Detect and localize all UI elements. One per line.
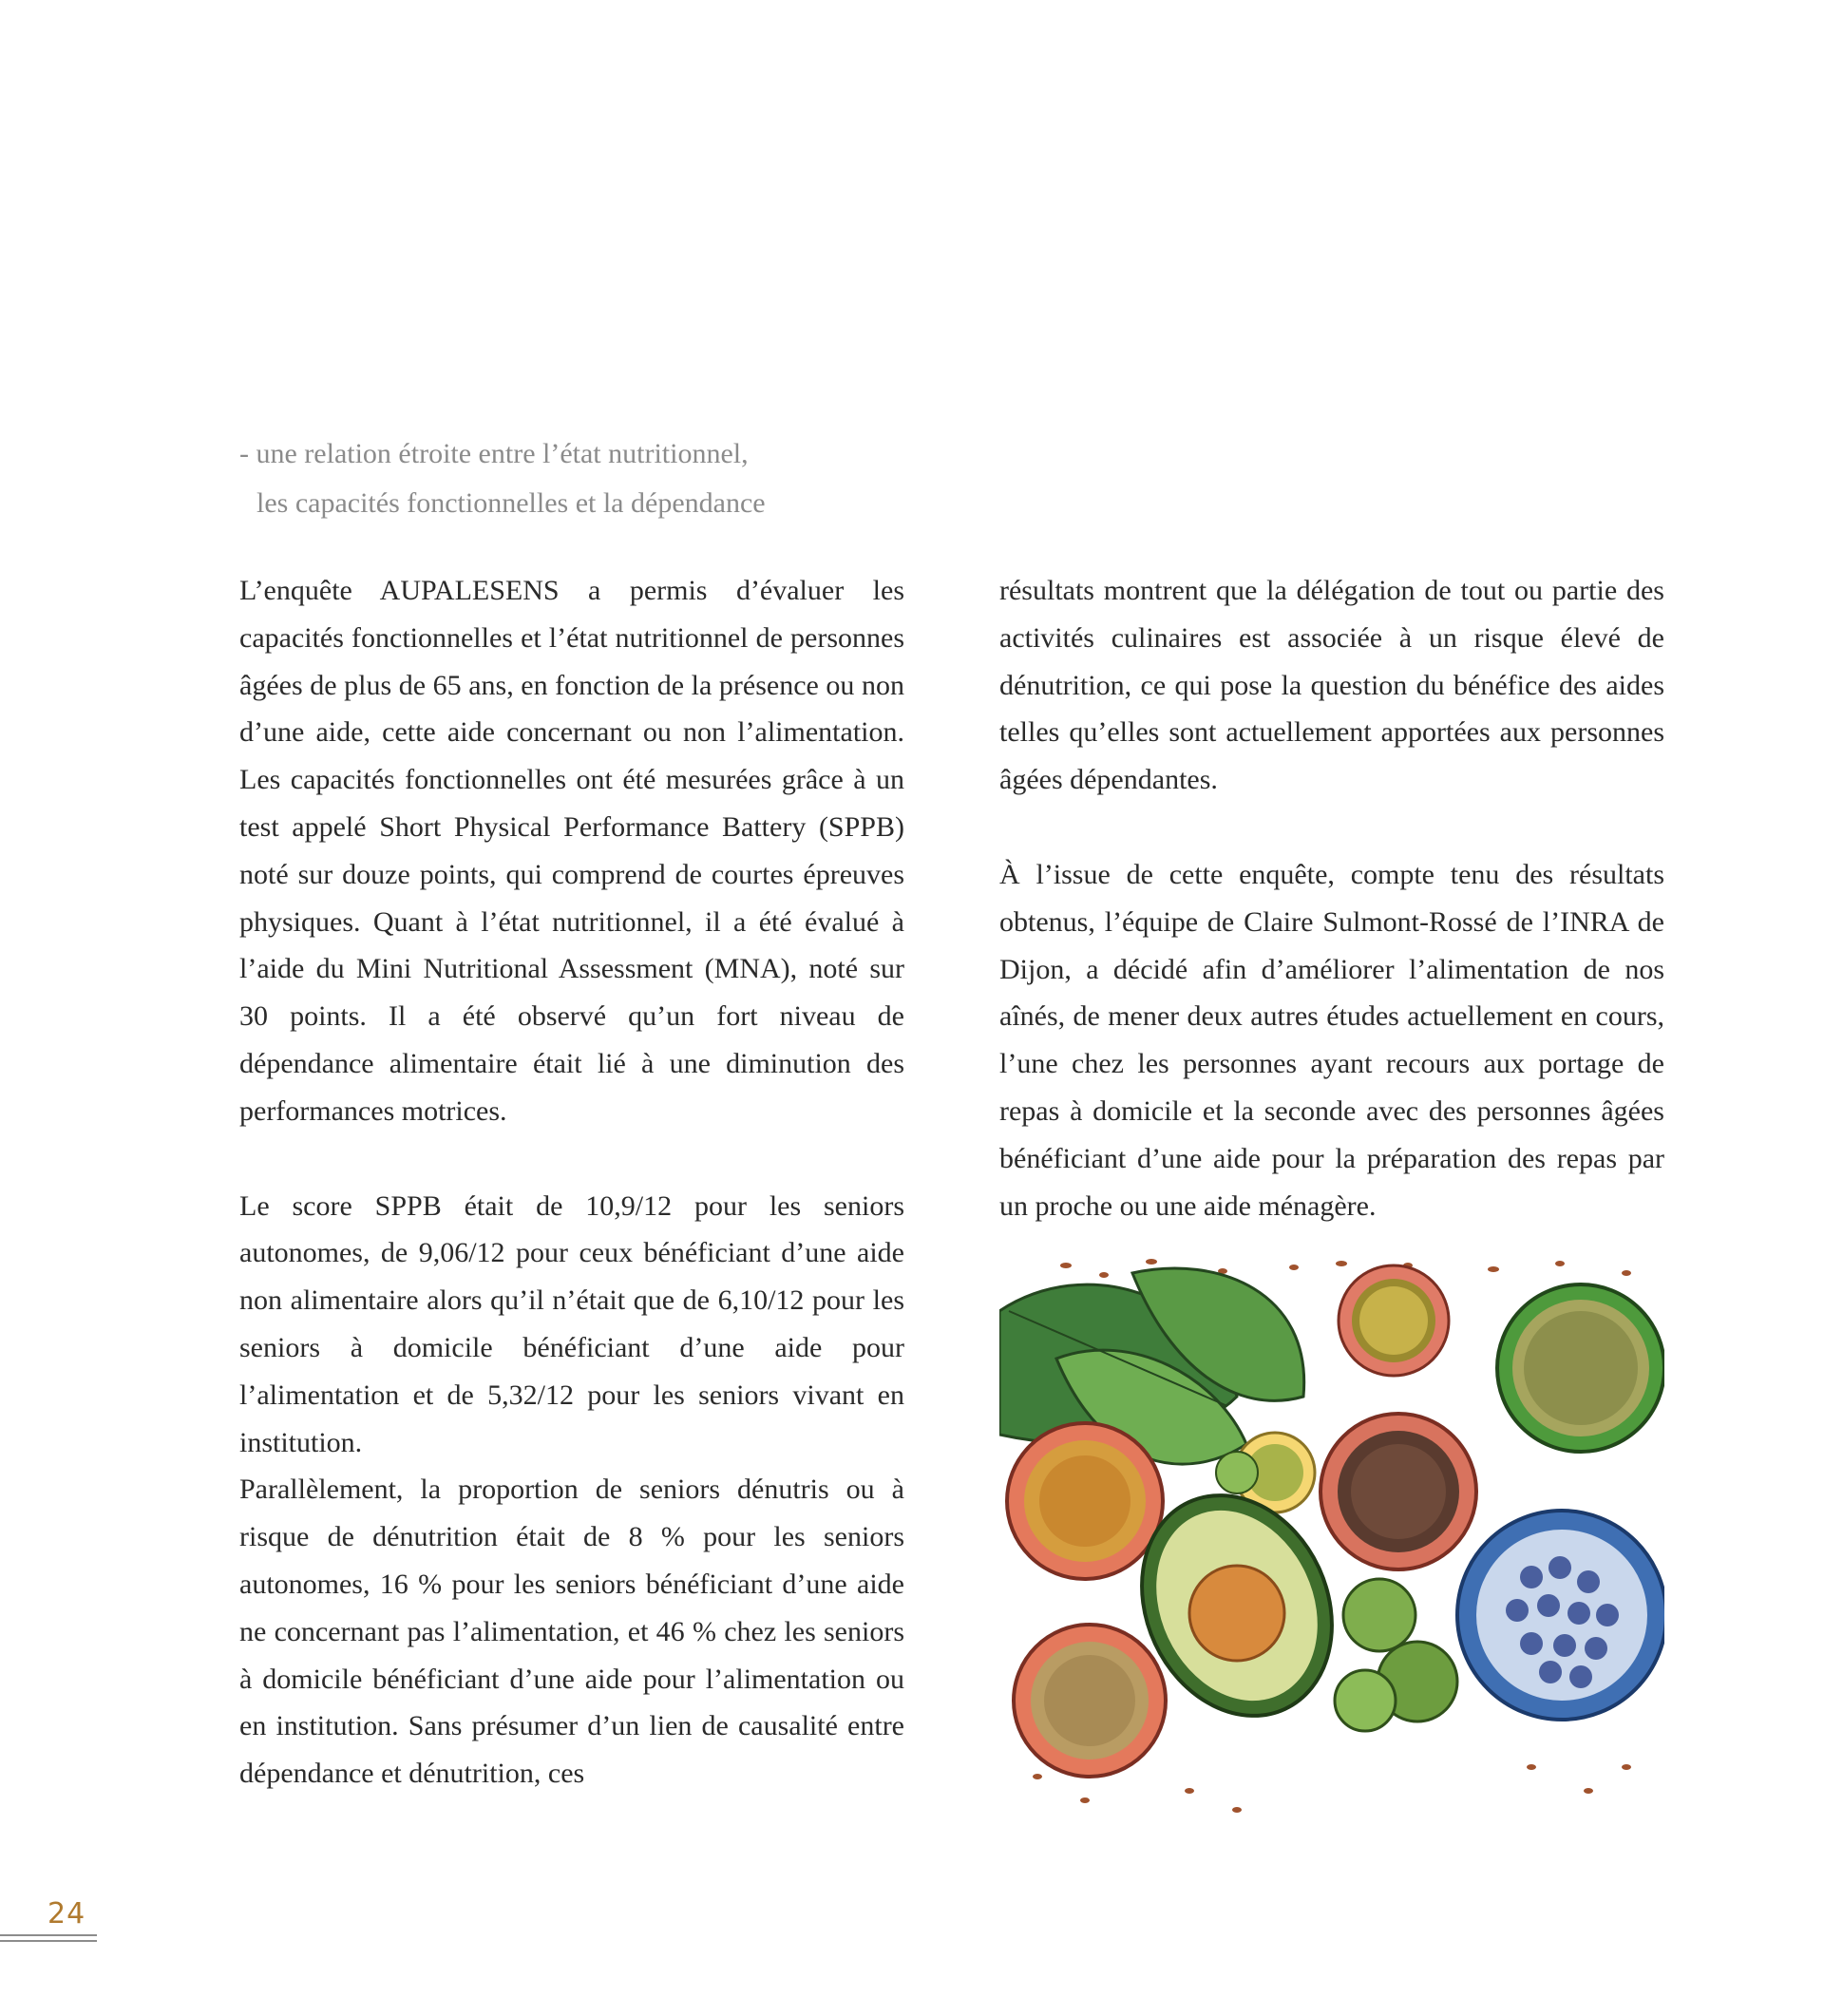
food-illustration [999, 1254, 1664, 1819]
subheading-line-2: les capacités fonctionnelles et la dépendance [256, 487, 766, 519]
bowl-dark-seeds [1320, 1414, 1476, 1569]
paragraph-sppb-score: Le score SPPB était de 10,9/12 pour les seniors autonomes, de 9,06/12 pour ceux bénéficiant d’une aide non alimentaire alors qu’il n’était que de 6,10/12 pour les seniors à domicile bénéficiant d’une aide pour l’alimentation et de 5,32/12 pour les seniors vivant en institution. [239, 1189, 904, 1458]
bowl-pumpkin-seeds [1339, 1265, 1449, 1376]
footer-rule-top [0, 1934, 97, 1936]
paragraph-denutrition: Parallèlement, la proportion de seniors dénutris ou à risque de dénutrition était de 8 % pour les seniors autonomes, 16 % pour les seniors bénéficiant d’une aide ne concernant pas l’alimentation, et 46 % chez les seniors à domicile bénéficiant d’une aide pour l’alimentation ou en institution. Sans présumer d’un lien de causalité entre dépendance et dénutrition, ces [239, 1474, 904, 1790]
bowl-blueberries [1457, 1511, 1664, 1720]
page-number: 24 [48, 1897, 86, 1930]
footer-rule-bottom [0, 1940, 97, 1942]
right-column [999, 567, 1664, 1229]
bowl-green-grains [1497, 1284, 1664, 1452]
paragraph-aupalesens: L’enquête AUPALESENS a permis d’évaluer les capacités fonctionnelles et l’état nutritionnel de personnes âgées de plus de 65 ans, en fonction de la présence ou non d’une aide, cette aide concernant ou non l’alimentation. Les capacités fonctionnelles ont été mesurées grâce à un test appelé Short Physical Performance Battery (SPPB) noté sur douze points, qui comprend de courtes épreuves physiques. Quant à l’état nutritionnel, il a été évalué à l’aide du Mini Nutritional Assessment (MNA), noté sur 30 points. Il a été observé qu’un fort niveau de dépendance alimentaire était lié à une diminution des performances motrices. [239, 575, 904, 1127]
paragraph-inra-studies: À l’issue de cette enquête, compte tenu des résultats obtenus, l’équipe de Claire Sulmont-Rossé de l’INRA de Dijon, a décidé afin d’améliorer l’alimentation de nos aînés, de mener deux autres études actuellement en cours, l’une chez les personnes ayant recours aux portage de repas à domicile et la seconde avec des personnes âgées bénéficiant d’une aide pour la préparation des repas par un proche ou une aide ménagère. [999, 858, 1664, 1222]
bowl-spices [1007, 1423, 1163, 1579]
subheading-line-1: - une relation étroite entre l’état nutritionnel, [239, 438, 749, 469]
section-subheading [239, 429, 1018, 528]
paragraph-results: résultats montrent que la délégation de tout ou partie des activités culinaires est associée à un risque élevé de dénutrition, ce qui pose la question du bénéfice des aides telles qu’elles sont actuellement apportées aux personnes âgées dépendantes. [999, 575, 1664, 796]
left-column [239, 567, 904, 1797]
bowl-quinoa [1014, 1625, 1166, 1777]
